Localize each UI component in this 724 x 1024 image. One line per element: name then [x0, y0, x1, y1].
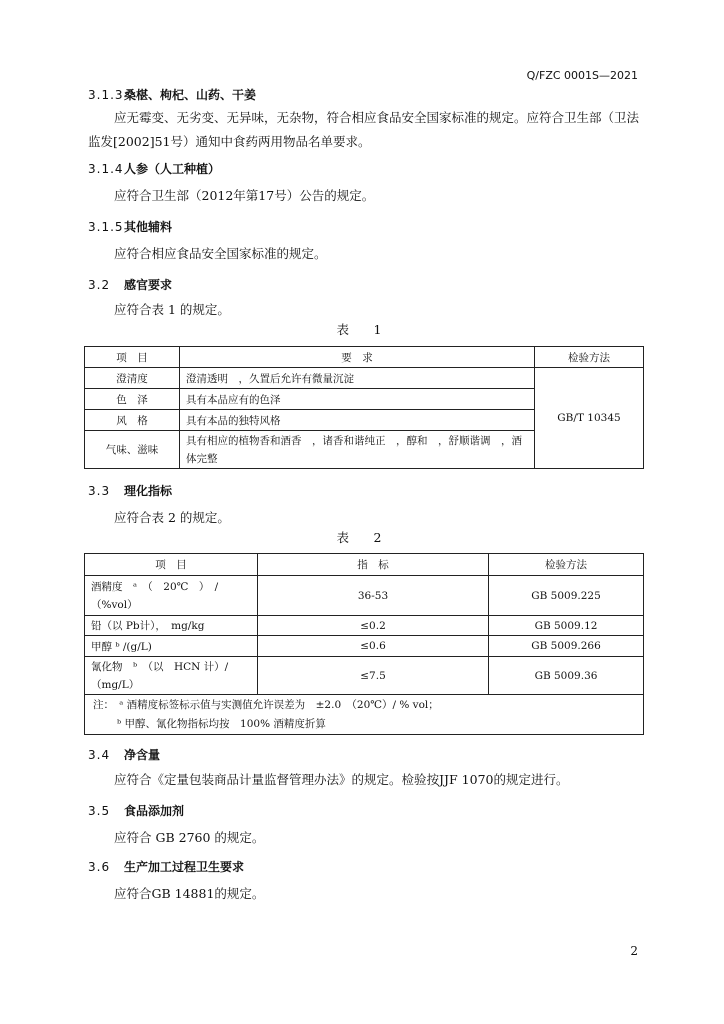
column-header: 项 目	[85, 347, 180, 368]
section-number: 3.2	[88, 278, 111, 292]
row-value: 36-53	[258, 576, 489, 616]
section-3-1-4-text: 应符合卫生部（2012年第17号）公告的规定。	[114, 188, 375, 203]
row-value: ≤0.2	[258, 616, 489, 636]
row-method: GB 5009.266	[489, 636, 644, 657]
column-header: 指 标	[258, 554, 489, 576]
section-3-1-5-text: 应符合相应食品安全国家标准的规定。	[114, 246, 327, 261]
table-row	[85, 636, 644, 657]
row-requirement: 具有本品应有的色泽	[180, 389, 535, 410]
section-number: 3.1.5	[88, 220, 124, 234]
table-row	[85, 576, 644, 616]
section-title: 其他辅料	[124, 220, 173, 234]
table-row	[85, 616, 644, 636]
table-note	[85, 695, 644, 735]
row-method: GB 5009.36	[489, 657, 644, 695]
row-item: 酒精度 ᵃ （ 20℃ ） /（%vol）	[85, 576, 258, 616]
section-title: 生产加工过程卫生要求	[124, 860, 245, 874]
note-line: ᵇ 甲醇、氰化物指标均按 100% 酒精度折算	[117, 717, 326, 730]
section-title: 感官要求	[124, 278, 173, 292]
section-3-4-heading	[88, 746, 160, 763]
section-title: 食品添加剂	[124, 804, 185, 818]
section-number: 3.1.4	[88, 162, 124, 176]
table-1	[84, 346, 644, 469]
row-item: 氰化物 ᵇ （以 HCN 计）/（mg/L）	[85, 657, 258, 695]
section-title: 桑椹、枸杞、山药、干姜	[124, 88, 257, 102]
row-item: 色 泽	[85, 389, 180, 410]
section-3-2-text: 应符合表 1 的规定。	[114, 302, 230, 317]
row-value: ≤0.6	[258, 636, 489, 657]
table-header-row	[85, 554, 644, 576]
table-row	[85, 368, 644, 389]
section-title: 净含量	[124, 748, 161, 762]
section-title: 人参（人工种植）	[124, 162, 221, 176]
section-3-6-heading	[88, 858, 244, 875]
table-1-caption: 表 1	[336, 322, 388, 337]
section-number: 3.5	[88, 804, 111, 818]
section-title: 理化指标	[124, 484, 173, 498]
table-2	[84, 553, 644, 735]
section-3-4-text: 应符合《定量包装商品计量监督管理办法》的规定。检验按JJF 1070的规定进行。	[114, 772, 569, 787]
row-method: GB/T 10345	[535, 368, 644, 469]
section-3-1-3-text: 应无霉变、无劣变、无异味，无杂物，符合相应食品安全国家标准的规定。应符合卫生部（卫法监发[2002]51号）通知中食药两用物品名单要求。	[88, 110, 640, 149]
section-number: 3.3	[88, 484, 111, 498]
section-number: 3.4	[88, 748, 111, 762]
section-3-5-heading	[88, 802, 184, 819]
section-number: 3.6	[88, 860, 111, 874]
column-header: 项 目	[85, 554, 258, 576]
table-row	[85, 657, 644, 695]
row-requirement: 具有相应的植物香和酒香 ，诸香和谐纯正 ，醇和 ，舒顺谐调 ，酒体完整	[180, 431, 535, 469]
note-line: 注： ᵃ 酒精度标签标示值与实测值允许误差为 ±2.0 （20℃）/ % vol；	[93, 698, 439, 711]
section-3-1-3-heading	[88, 86, 256, 103]
row-item: 铅（以 Pb计）， mg/kg	[85, 616, 258, 636]
row-item: 气味、滋味	[85, 431, 180, 469]
row-value: ≤7.5	[258, 657, 489, 695]
row-method: GB 5009.12	[489, 616, 644, 636]
column-header: 检验方法	[535, 347, 644, 368]
table-2-caption: 表 2	[336, 530, 388, 545]
document-code: Q/FZC 0001S—2021	[526, 69, 638, 82]
section-3-3-heading	[88, 482, 172, 499]
section-3-1-4-heading	[88, 160, 220, 177]
section-3-1-5-heading	[88, 218, 172, 235]
section-3-6-text: 应符合GB 14881的规定。	[114, 886, 265, 901]
column-header: 检验方法	[489, 554, 644, 576]
column-header: 要 求	[180, 347, 535, 368]
row-item: 澄清度	[85, 368, 180, 389]
row-item: 风 格	[85, 410, 180, 431]
table-header-row	[85, 347, 644, 368]
page-number: 2	[630, 944, 638, 958]
row-requirement: 澄清透明 ，久置后允许有微量沉淀	[180, 368, 535, 389]
row-method: GB 5009.225	[489, 576, 644, 616]
section-3-3-text: 应符合表 2 的规定。	[114, 510, 230, 525]
table-note-row	[85, 695, 644, 735]
section-3-5-text: 应符合 GB 2760 的规定。	[114, 830, 265, 845]
row-item: 甲醇 ᵇ /(g/L)	[85, 636, 258, 657]
section-number: 3.1.3	[88, 88, 124, 102]
row-requirement: 具有本品的独特风格	[180, 410, 535, 431]
section-3-2-heading	[88, 276, 172, 293]
